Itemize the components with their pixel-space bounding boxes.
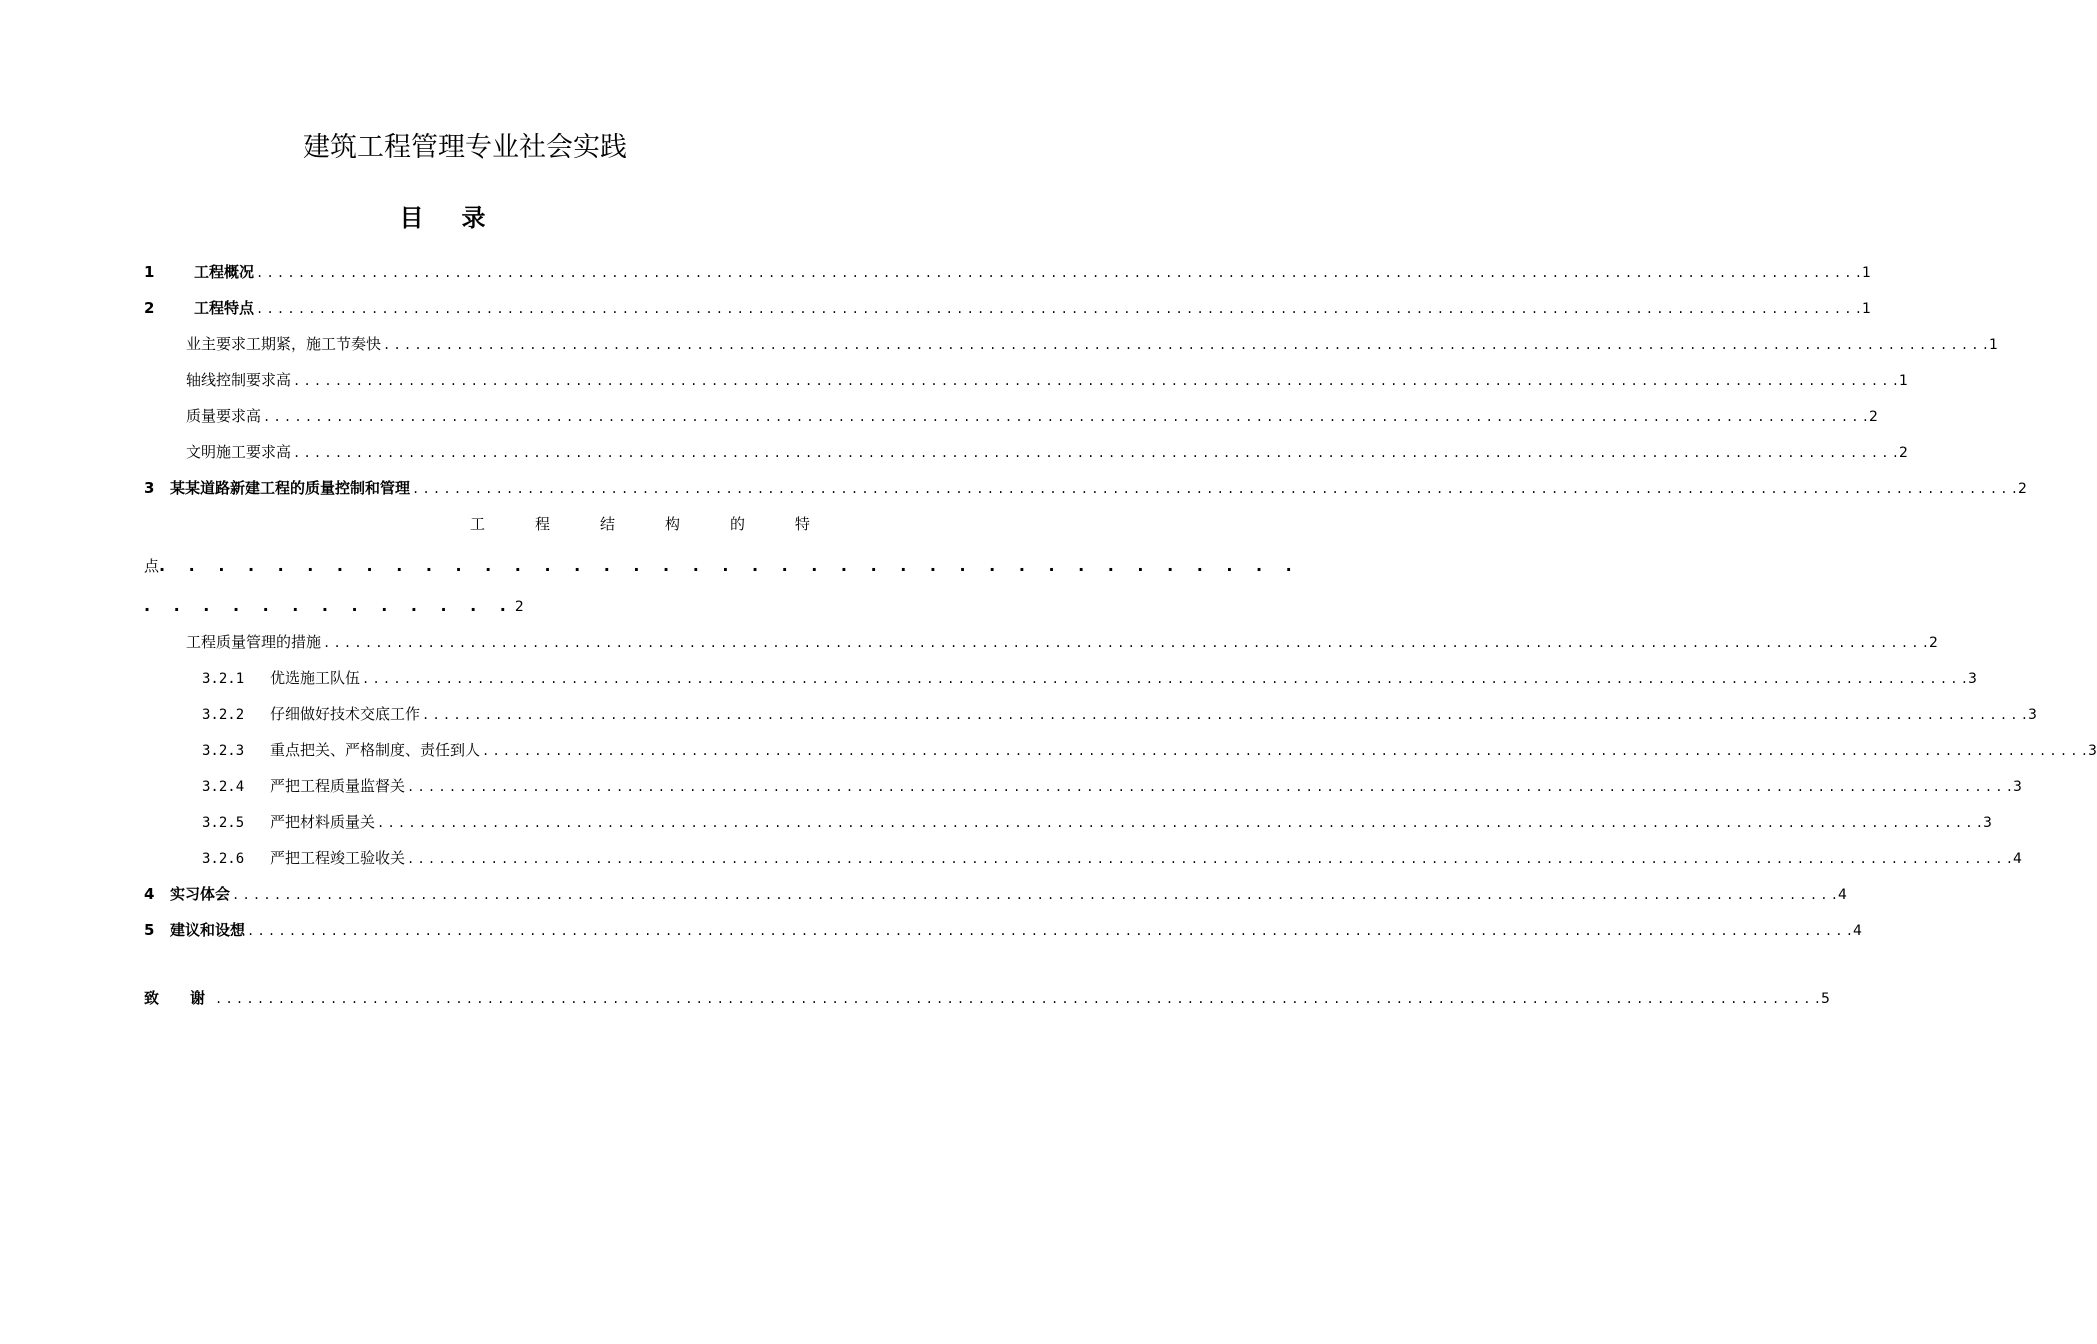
toc-wrapped-char: 结: [599, 515, 615, 533]
toc-entry-page: 3: [2012, 779, 2022, 795]
toc-wrapped-entry-line1[interactable]: [470, 514, 810, 534]
toc-entry-label: 致 谢: [144, 989, 214, 1007]
toc-entry-page: 1: [1861, 265, 1871, 281]
toc-entry-label: 工程特点: [194, 299, 255, 317]
toc-leader-dots: [412, 479, 2016, 499]
toc-entry-number: 4: [144, 885, 155, 903]
toc-entry-page: 4: [1837, 887, 1847, 903]
toc-leader-dots: [362, 669, 1966, 689]
toc-entry-label: 优选施工队伍: [270, 669, 361, 687]
toc-entry[interactable]: [144, 988, 1830, 1009]
toc-leader-dots: [293, 443, 1897, 463]
toc-entry-label: 建议和设想: [170, 921, 246, 939]
toc-entry-number: 5: [144, 921, 155, 939]
toc-entry-label: 严把工程竣工验收关: [270, 849, 406, 867]
toc-entry-label: 严把工程质量监督关: [270, 777, 406, 795]
toc-entry[interactable]: [202, 704, 2037, 725]
toc-entry[interactable]: [186, 632, 1938, 653]
toc-leader-dots: [256, 263, 1860, 283]
toc-entry[interactable]: [202, 740, 2097, 761]
toc-entry-page: 4: [1852, 923, 1862, 939]
toc-entry[interactable]: [144, 298, 1871, 319]
toc-entry-page: 3: [2027, 707, 2037, 723]
toc-entry-number: 3.2.2: [202, 707, 245, 723]
toc-entry[interactable]: [186, 442, 1908, 463]
toc-entry-label: 质量要求高: [186, 407, 262, 425]
toc-entry-page: 5: [1820, 991, 1830, 1007]
toc-entry[interactable]: [202, 776, 2022, 797]
toc-entry[interactable]: [202, 668, 1977, 689]
toc-leader-dots: [482, 741, 2086, 761]
toc-leader-dots: [407, 849, 2011, 869]
toc-entry[interactable]: [144, 478, 2027, 499]
toc-leader-dots: [256, 299, 1860, 319]
toc-entry-number: 3.2.6: [202, 851, 245, 867]
toc-entry[interactable]: [186, 406, 1878, 427]
toc-entry-number: 3.2.1: [202, 671, 245, 687]
toc-entry-label: 实习体会: [170, 885, 231, 903]
toc-entry-page: 3: [1982, 815, 1992, 831]
toc-entry-page: 1: [1861, 301, 1871, 317]
toc-entry-page: 2: [514, 599, 524, 615]
toc-entry[interactable]: [202, 812, 1992, 833]
toc-entry-label: 重点把关、严格制度、责任到人: [270, 741, 481, 759]
toc-entry-page: 4: [2012, 851, 2022, 867]
toc-leader-dots: [263, 407, 1867, 427]
toc-entry[interactable]: [186, 370, 1908, 391]
toc-entry-label: 仔细做好技术交底工作: [270, 705, 421, 723]
toc-entry-number: 3: [144, 479, 155, 497]
toc-entry[interactable]: [186, 334, 1998, 355]
toc-leader-dots: [422, 705, 2026, 725]
toc-wrapped-char: 构: [664, 515, 680, 533]
toc-entry-page: 1: [1898, 373, 1908, 389]
document-title: 建筑工程管理专业社会实践: [303, 132, 627, 163]
toc-entry-page: 2: [1898, 445, 1908, 461]
toc-entry-label: 轴线控制要求高: [186, 371, 292, 389]
toc-entry-page: 2: [2017, 481, 2027, 497]
toc-entry-page: 2: [1868, 409, 1878, 425]
toc-entry-label: 某某道路新建工程的质量控制和管理: [170, 479, 411, 497]
toc-entry-number: 1: [144, 263, 155, 281]
toc-leader-dots: [232, 885, 1836, 905]
toc-leader-dots: [407, 777, 2011, 797]
toc-entry-label: 工程质量管理的措施: [186, 633, 322, 651]
toc-leader-dots: [215, 989, 1819, 1009]
toc-leader-dots: [383, 335, 1987, 355]
toc-wrapped-char: 工: [470, 515, 486, 533]
toc-entry-page: 3: [2087, 743, 2097, 759]
toc-entry-number: 2: [144, 299, 155, 317]
toc-leader-dots: . . . . . . . . . . . . . . . . . . . . . . . . . . . . . . . . . . . . . . .: [159, 556, 1301, 575]
toc-wrapped-char: 的: [729, 515, 745, 533]
toc-wrapped-entry-line2[interactable]: [144, 556, 1301, 576]
toc-wrapped-char: 点: [144, 557, 160, 575]
toc-entry-label: 严把材料质量关: [270, 813, 376, 831]
toc-heading: 目录: [399, 204, 524, 232]
toc-leader-dots: [247, 921, 1851, 941]
toc-entry[interactable]: [144, 884, 1847, 905]
toc-entry-label: 工程概况: [194, 263, 255, 281]
toc-wrapped-char: 特: [794, 515, 810, 533]
toc-entry-page: 1: [1988, 337, 1998, 353]
toc-entry-page: 3: [1967, 671, 1977, 687]
toc-leader-dots: [377, 813, 1981, 833]
toc-entry[interactable]: [202, 848, 2022, 869]
toc-leader-dots: [293, 371, 1897, 391]
toc-wrapped-char: 程: [534, 515, 550, 533]
toc-entry-page: 2: [1928, 635, 1938, 651]
toc-leader-dots: . . . . . . . . . . . . .: [144, 596, 515, 615]
toc-entry-label: 业主要求工期紧，施工节奏快: [186, 335, 382, 353]
toc-entry[interactable]: [144, 920, 1862, 941]
toc-entry-number: 3.2.4: [202, 779, 245, 795]
toc-wrapped-entry-line3[interactable]: [144, 596, 544, 617]
toc-leader-dots: [323, 633, 1927, 653]
toc-entry-number: 3.2.5: [202, 815, 245, 831]
toc-entry[interactable]: [144, 262, 1871, 283]
toc-entry-label: 文明施工要求高: [186, 443, 292, 461]
toc-entry-number: 3.2.3: [202, 743, 245, 759]
